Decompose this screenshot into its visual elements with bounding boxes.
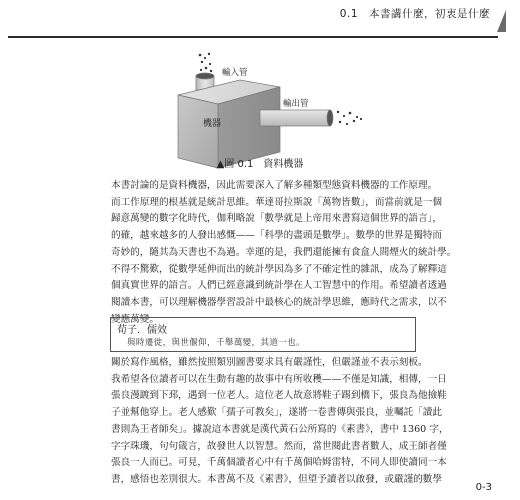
quote-box	[110, 317, 416, 352]
text-line: 字字珠璣，句句箴言，故發世人以智慧。然而，當世閱此書者數人，成王師者僅	[111, 440, 447, 452]
page-number: 0-3	[475, 482, 492, 493]
text-line: 我希望各位讀者可以在生動有趣的故事中有所收穫——不僅是知識，相傳，一日	[111, 373, 447, 385]
text-line: 書則為王者師矣」。據說這本書就是漢代黃石公所寫的《素書》，書中 1360 字，	[111, 423, 449, 435]
text-line: 閱讀本書，可以理解機器學習設計中最核心的統計學思維，應時代之需求，以不	[111, 296, 447, 308]
machine-label: 機器	[203, 119, 222, 129]
header-title: 0.1 本書講什麼，初衷是什麼	[339, 8, 490, 20]
text-line: 書，感悟也差別很大。本書萬不及《素書》，但望予讀者以啟發，或嚴謹的數學	[111, 473, 442, 485]
text-line: 關於寫作風格，雖然按照類別圖書要求具有嚴謹性，但嚴謹並不表示刻板。	[111, 357, 428, 368]
quote-text: 與時遷徙，與世偃仰，千舉萬變，其道一也。	[127, 338, 305, 348]
text-line: 張良一人而已。可見，千萬個讀者心中有千萬個哈姆雷特，不同人即使讀同一本	[111, 457, 447, 469]
text-line: 子並幫他穿上。老人感歎「孺子可教矣」，遂將一卷書傳與張良，並囑託「讀此	[111, 407, 442, 419]
text-line: 而工作原理的根基就是統計思維。華達哥拉斯說「萬物皆數」，而當前就是一個	[111, 196, 442, 208]
text-line: 歸意萬變的數字化時代，伽利略說「數學就是上帝用來書寫這個世界的語言」，	[111, 213, 442, 225]
body-paragraph-2	[111, 355, 449, 489]
body-paragraph-1	[111, 178, 457, 328]
text-line: 張良漫踱到下邳，遇到一位老人。這位老人故意將鞋子踢到橋下，張良為他撿鞋	[111, 390, 447, 402]
running-header	[0, 0, 520, 40]
input-particles	[199, 53, 213, 72]
header-triangle-mark	[497, 10, 506, 32]
output-particles	[337, 111, 362, 125]
quote-title: 荀子．儒效	[117, 325, 167, 336]
text-line: 個真實世界的語言。人們已經意識到統計學在人工智慧中的作用。希望讀者透過	[111, 280, 447, 292]
figure-caption: ▲圖 0.1 資料機器	[216, 159, 304, 170]
header-rule	[8, 36, 498, 38]
text-line: 不得不驚歎，從數學延伸而出的統計學因為多了不確定性的雜訊，成為了解釋這	[111, 263, 447, 275]
text-line: 的確，越來越多的人發出感慨——「科學的盡頭是數學」。數學的世界是獨特而	[111, 230, 442, 242]
output-pipe	[260, 110, 333, 126]
text-line: 變應萬變。	[111, 313, 159, 325]
input-pipe-label: 輸入管	[222, 68, 248, 78]
text-line: 奇妙的，隨其為天書也不為過。幸運的是，我們還能擁有食盒人間煙火的統計學。	[111, 246, 457, 258]
output-pipe-label: 輸出管	[283, 99, 309, 109]
text-line: 本書討論的是資料機器，因此需要深入了解多種類型態資料機器的工作原理。	[111, 180, 438, 191]
data-machine-illustration	[0, 40, 520, 170]
figure-data-machine	[0, 40, 520, 170]
